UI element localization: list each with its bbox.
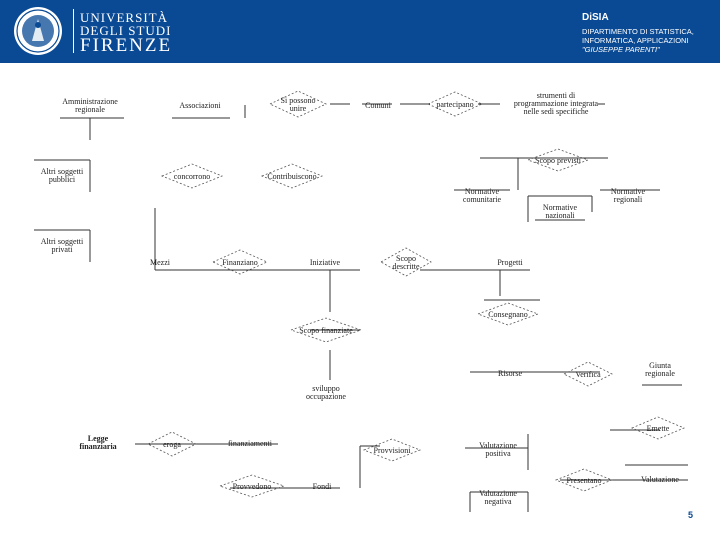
- entity-label: privati: [51, 245, 73, 254]
- department-acronym: DiSIA: [582, 12, 609, 23]
- entity-label: Giunta: [649, 361, 671, 370]
- entity-label: Altri soggetti: [40, 237, 84, 246]
- entity-label: Normative: [542, 203, 578, 212]
- entity-label: Legge: [87, 434, 109, 443]
- relationship-label: Verifica: [575, 370, 601, 379]
- entity-label: nazionali: [545, 211, 575, 220]
- entity-label: Valutazione: [479, 489, 517, 498]
- university-name-line1: UNIVERSITÀ: [80, 10, 168, 25]
- relationship-label: Provvedono: [232, 482, 272, 491]
- entity-label: Normative: [464, 187, 500, 196]
- relationship-label: Emette: [646, 424, 670, 433]
- relationship-label: Scopo previsti: [535, 156, 581, 165]
- entity-label: Amministrazione: [62, 97, 118, 106]
- entity-label: regionale: [645, 369, 675, 378]
- relationship-label: Scopo finanziate: [299, 326, 353, 335]
- entity-label: Iniziative: [309, 258, 341, 267]
- relationship-label: Finanziano: [222, 258, 258, 267]
- entity-label: positiva: [485, 449, 511, 458]
- relationship-label: partecipano: [436, 100, 474, 109]
- entity-label: Normative: [610, 187, 646, 196]
- entity-label: negativa: [484, 497, 512, 506]
- department-line1: DIPARTIMENTO DI STATISTICA,: [582, 27, 694, 36]
- relationship-label: Scopo: [396, 254, 416, 263]
- relationship-label: Provvisioni: [373, 446, 411, 455]
- relationship-label: eroga: [163, 440, 181, 449]
- relationship-label: concorrono: [173, 172, 211, 181]
- entity-label: occupazione: [306, 392, 346, 401]
- entity-label: Risorse: [498, 369, 522, 378]
- department-line3: "GIUSEPPE PARENTI": [582, 45, 660, 54]
- entity-label: Associazioni: [179, 101, 221, 110]
- entity-label: Valutazione: [479, 441, 517, 450]
- entity-label: comunitarie: [462, 195, 502, 204]
- university-name-line2: DEGLI STUDI: [80, 23, 172, 38]
- university-name-line3: FIRENZE: [80, 35, 173, 56]
- entity-label: Progetti: [497, 258, 523, 267]
- entity-label: Comuni: [365, 101, 391, 110]
- entity-label: strumenti di: [536, 91, 576, 100]
- entity-label: Altri soggetti: [40, 167, 84, 176]
- relationship-label: Si possono: [280, 96, 316, 105]
- relationship-label: unire: [289, 104, 307, 113]
- entity-label: Fondi: [312, 482, 332, 491]
- relationship-label: Consegnano: [488, 310, 528, 319]
- entity-label: finanziamenti: [228, 439, 272, 448]
- department-line2: INFORMATICA, APPLICAZIONI: [582, 36, 689, 45]
- relationship-label: Contribuiscono: [267, 172, 317, 181]
- entity-label: nelle sedi specifiche: [523, 107, 589, 116]
- page-number: 5: [688, 510, 694, 520]
- entity-label: programmazione integrata: [513, 99, 599, 108]
- entity-label: regionale: [75, 105, 105, 114]
- entity-label: pubblici: [48, 175, 76, 184]
- entity-label: sviluppo: [312, 384, 340, 393]
- entity-label: regionali: [613, 195, 643, 204]
- entity-label: Mezzi: [150, 258, 170, 267]
- entity-label: finanziaria: [79, 442, 117, 451]
- relationship-label: Presentano: [566, 476, 602, 485]
- relationship-label: descritte: [392, 262, 420, 271]
- entity-label: Valutazione: [641, 475, 679, 484]
